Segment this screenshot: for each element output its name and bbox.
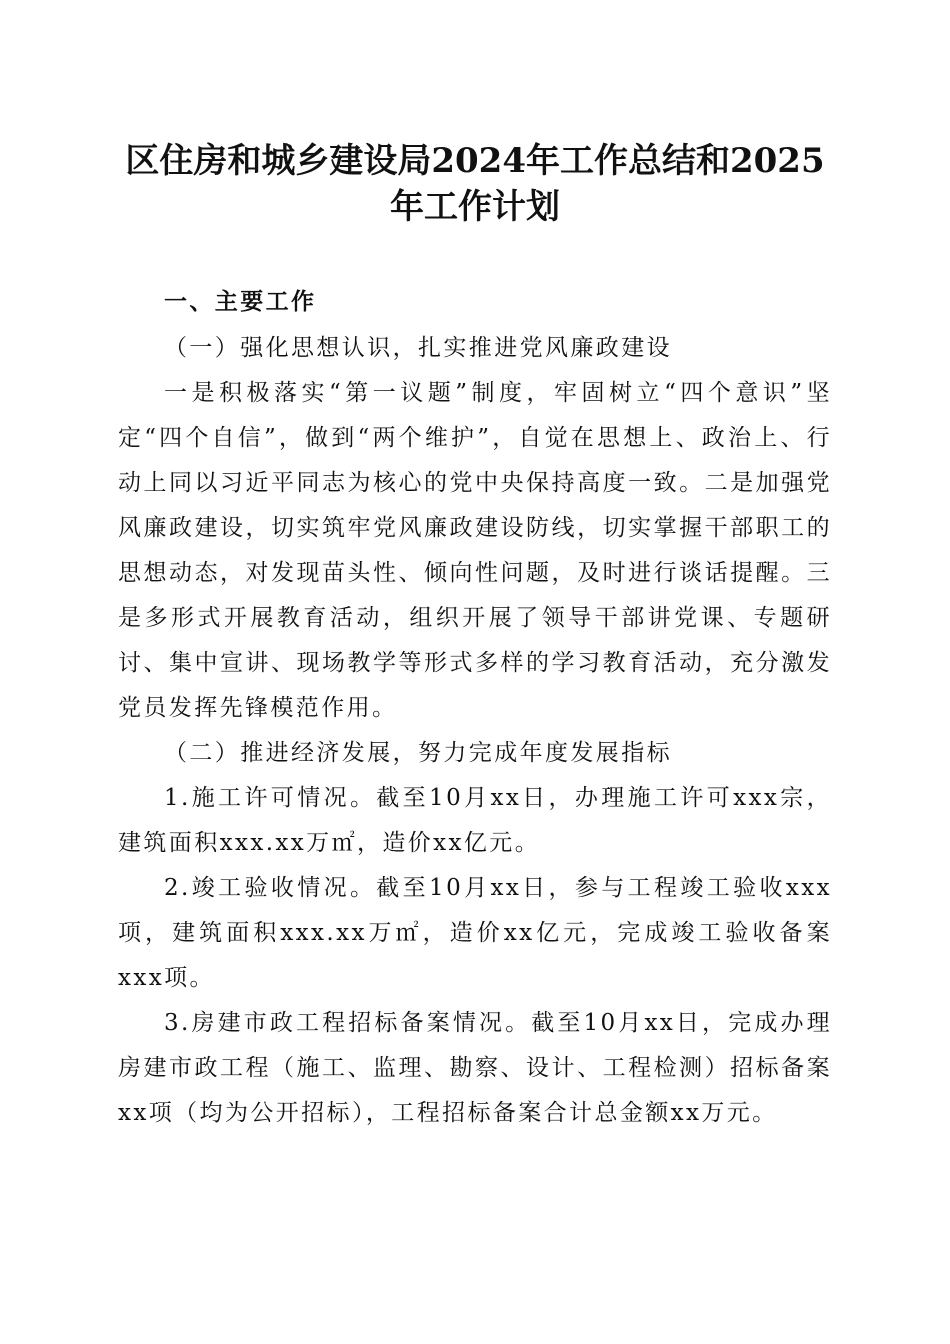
item-construction-permit: 1.施工许可情况。截至10月xx日，办理施工许可xxx宗，建筑面积xxx.xx万㎡，造价xx亿元。 — [118, 785, 832, 856]
section1-heading: （一）强化思想认识，扎实推进党风廉政建设 — [164, 335, 672, 361]
document-title-line1: 区住房和城乡建设局2024年工作总结和2025 — [125, 141, 825, 181]
item-tender-filing: 3.房建市政工程招标备案情况。截至10月xx日，完成办理房建市政工程（施工、监理、勘察、设计、工程检测）招标备案xx项（均为公开招标），工程招标备案合计总金额xx万元。 — [118, 1010, 832, 1126]
item-completion-acceptance: 2.竣工验收情况。截至10月xx日，参与工程竣工验收xxx项，建筑面积xxx.xx万㎡，造价xx亿元，完成竣工验收备案xxx项。 — [118, 875, 832, 991]
document-title — [100, 138, 850, 230]
document-title-line2: 年工作计划 — [390, 187, 560, 227]
section1-paragraph: 一是积极落实“第一议题”制度，牢固树立“四个意识”坚定“四个自信”，做到“两个维护”，自觉在思想上、政治上、行动上同以习近平同志为核心的党中央保持高度一致。二是加强党风廉政建设，切实筑牢党风廉政建设防线，切实掌握干部职工的思想动态，对发现苗头性、倾向性问题，及时进行谈话提醒。三是多形式开展教育活动，组织开展了领导干部讲党课、专题研讨、集中宣讲、现场教学等形式多样的学习教育活动，充分激发党员发挥先锋模范作用。 — [118, 380, 832, 721]
section2-heading: （二）推进经济发展，努力完成年度发展指标 — [164, 740, 672, 766]
heading-main-work: 一、主要工作 — [164, 289, 317, 315]
document-body — [118, 280, 832, 1136]
